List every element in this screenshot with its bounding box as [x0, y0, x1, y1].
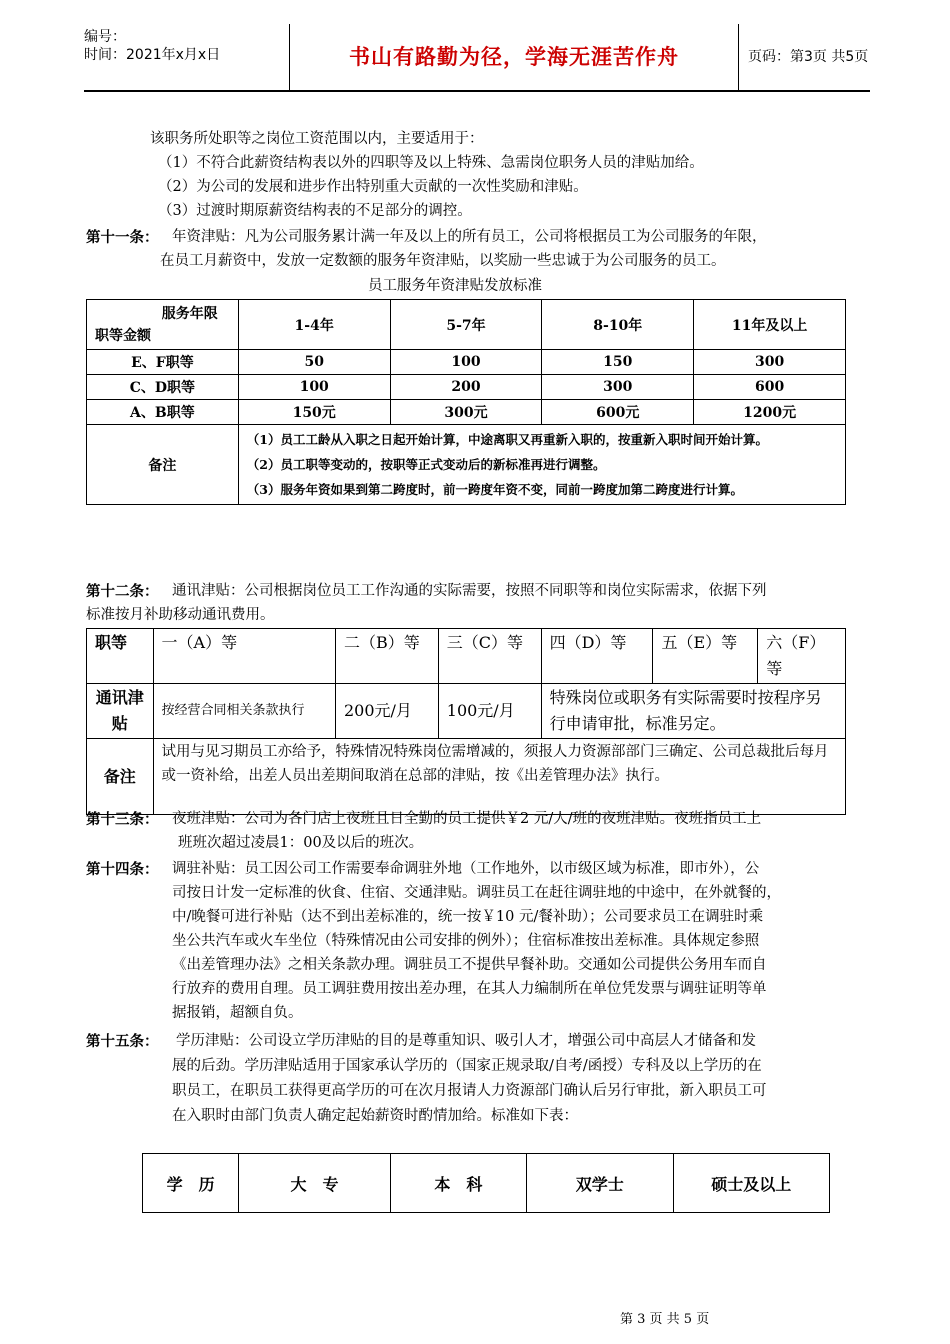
education-allowance-table — [142, 1153, 830, 1213]
article-14-text-1: 调驻补贴：员工因公司工作需要奉命调驻外地（工作地外，以市级区域为标准，即市外），公 — [172, 861, 760, 877]
education-double-bachelor: 双学士 — [527, 1154, 673, 1213]
article-13-label: 第十三条： — [86, 811, 159, 828]
table-cell: 300 — [542, 375, 694, 400]
education-bachelor: 本 科 — [390, 1154, 526, 1213]
article-12-text-2: 标准按月补助移动通讯费用。 — [86, 607, 275, 623]
article-13-text-2: 班班次超过凌晨1：00及以后的班次。 — [178, 835, 424, 851]
intro-item-3: （3）过渡时期原薪资结构表的不足部分的调控。 — [158, 203, 472, 219]
table-cell: 600元 — [542, 400, 694, 425]
table-cell: 1200元 — [694, 400, 846, 425]
notes-cell — [238, 425, 845, 505]
article-14-text-3: 中/晚餐可进行补贴（达不到出差标准的，统一按￥10 元/餐补助）；公司要求员工在调驻时乘 — [172, 909, 764, 925]
article-14-text-2: 司按日计发一定标准的伙食、住宿、交通津贴。调驻员工在赶往调驻地的中途中，在外就餐的， — [172, 885, 781, 901]
grade-a-value: 按经营合同相关条款执行 — [153, 684, 335, 739]
article-11-label: 第十一条： — [86, 229, 159, 246]
note-1: （1）员工工龄从入职之日起开始计算，中途离职又再重新入职的，按重新入职时间开始计算。 — [246, 432, 768, 447]
table-row — [87, 350, 846, 375]
article-11-text-2: 在员工月薪资中，发放一定数额的服务年资津贴，以奖励一些忠诚于为公司服务的员工。 — [160, 253, 726, 269]
note-2: （2）员工职等变动的，按职等正式变动后的新标准再进行调整。 — [246, 457, 606, 472]
row-label: E、F职等 — [87, 350, 239, 375]
grade-b-header: 二（B）等 — [335, 629, 438, 684]
grade-f-header: 六（F）等 — [758, 629, 846, 684]
table-cell: 150 — [542, 350, 694, 375]
row-label: A、B职等 — [87, 400, 239, 425]
grade-e-header: 五（E）等 — [653, 629, 758, 684]
article-15-text-2: 展的后劲。学历津贴适用于国家承认学历的（国家正规录取/自考/函授）专科及以上学历的在 — [172, 1058, 762, 1074]
corner-bottom-label: 职等金额 — [95, 327, 151, 344]
article-14-text-7: 据报销，超额自负。 — [172, 1005, 303, 1021]
table-cell: 100 — [390, 350, 542, 375]
table-row — [87, 684, 846, 739]
notes-label: 备注 — [87, 739, 154, 815]
communication-allowance-table — [86, 628, 846, 815]
education-header: 学 历 — [143, 1154, 239, 1213]
column-header: 8-10年 — [542, 300, 694, 350]
grade-d-header: 四（D）等 — [541, 629, 653, 684]
article-13-text-1: 夜班津贴：公司为各门店上夜班且日全勤的员工提供￥2 元/人/班的夜班津贴。夜班指员工上 — [172, 811, 762, 827]
header-page-number: 页码：第3页 共5页 — [748, 49, 869, 65]
table-corner-cell — [87, 300, 239, 350]
document-time: 时间：2021年x月x日 — [84, 47, 221, 63]
article-14-label: 第十四条： — [86, 861, 159, 878]
article-15-text-4: 在入职时由部门负责人确定起始薪资时酌情加给。标准如下表： — [172, 1108, 578, 1124]
notes-cell: 试用与见习期员工亦给予，特殊情况特殊岗位需增减的，须报人力资源部部门三确定、公司总裁批后每月或一资补给，出差人员出差期间取消在总部的津贴，按《出差管理办法》执行。 — [153, 739, 845, 815]
education-master-plus: 硕士及以上 — [673, 1154, 829, 1213]
article-15-label: 第十五条： — [86, 1033, 159, 1050]
education-college: 大 专 — [239, 1154, 390, 1213]
table-cell: 100 — [238, 375, 390, 400]
grade-b-value: 200元/月 — [335, 684, 438, 739]
table-1-title: 员工服务年资津贴发放标准 — [368, 278, 542, 294]
intro-line: 该职务所处职等之岗位工资范围以内，主要适用于： — [150, 131, 484, 147]
column-header: 5-7年 — [390, 300, 542, 350]
article-12-text-1: 通讯津贴：公司根据岗位员工工作沟通的实际需要，按照不同职等和岗位实际需求，依据下列 — [172, 583, 767, 599]
seniority-allowance-table — [86, 299, 846, 505]
table-header-row — [87, 629, 846, 684]
page-footer: 第 3 页 共 5 页 — [620, 1312, 710, 1327]
allowance-row-label: 通讯津贴 — [87, 684, 154, 739]
article-15-text-1: 学历津贴：公司设立学历津贴的目的是尊重知识、吸引人才，增强公司中高层人才储备和发 — [176, 1033, 756, 1049]
table-cell: 300元 — [390, 400, 542, 425]
table-header-row — [87, 300, 846, 350]
intro-item-2: （2）为公司的发展和进步作出特别重大贡献的一次性奖励和津贴。 — [158, 179, 588, 195]
column-header: 1-4年 — [238, 300, 390, 350]
article-14-text-5: 《出差管理办法》之相关条款办理。调驻员工不提供早餐补助。交通如公司提供公务用车而自 — [172, 957, 767, 973]
header-slogan: 书山有路勤为径，学海无涯苦作舟 — [289, 24, 739, 90]
table-notes-row — [87, 739, 846, 815]
intro-item-1: （1）不符合此薪资结构表以外的四职等及以上特殊、急需岗位职务人员的津贴加给。 — [158, 155, 704, 171]
article-15-text-3: 职员工，在职员工获得更高学历的可在次月报请人力资源部门确认后另行审批，新入职员工可 — [172, 1083, 767, 1099]
article-11-text-1: 年资津贴：凡为公司服务累计满一年及以上的所有员工，公司将根据员工为公司服务的年限， — [172, 229, 767, 245]
article-14-text-6: 行放弃的费用自理。员工调驻费用按出差办理，在其人力编制所在单位凭发票与调驻证明等单 — [172, 981, 767, 997]
table-cell: 600 — [694, 375, 846, 400]
page-header — [84, 24, 870, 92]
grade-a-header: 一（A）等 — [153, 629, 335, 684]
article-14-text-4: 坐公共汽车或火车坐位（特殊情况由公司安排的例外）；住宿标准按出差标准。具体规定参照 — [172, 933, 760, 949]
table-cell: 200 — [390, 375, 542, 400]
table-cell: 150元 — [238, 400, 390, 425]
grade-c-header: 三（C）等 — [438, 629, 541, 684]
note-3: （3）服务年资如果到第二跨度时，前一跨度年资不变，同前一跨度加第二跨度进行计算。 — [246, 482, 743, 497]
table-row — [87, 375, 846, 400]
row-label: C、D职等 — [87, 375, 239, 400]
document-number-label: 编号： — [84, 29, 126, 45]
corner-top-label: 服务年限 — [161, 305, 218, 322]
grade-c-value: 100元/月 — [438, 684, 541, 739]
header-left — [84, 24, 284, 92]
table-row — [143, 1154, 830, 1213]
grade-def-value: 特殊岗位或职务有实际需要时按程序另行申请审批，标准另定。 — [541, 684, 845, 739]
column-header: 11年及以上 — [694, 300, 846, 350]
table-notes-row — [87, 425, 846, 505]
notes-label: 备注 — [87, 425, 239, 505]
grade-header: 职等 — [87, 629, 154, 684]
table-cell: 50 — [238, 350, 390, 375]
table-row — [87, 400, 846, 425]
article-12-label: 第十二条： — [86, 583, 159, 600]
table-cell: 300 — [694, 350, 846, 375]
